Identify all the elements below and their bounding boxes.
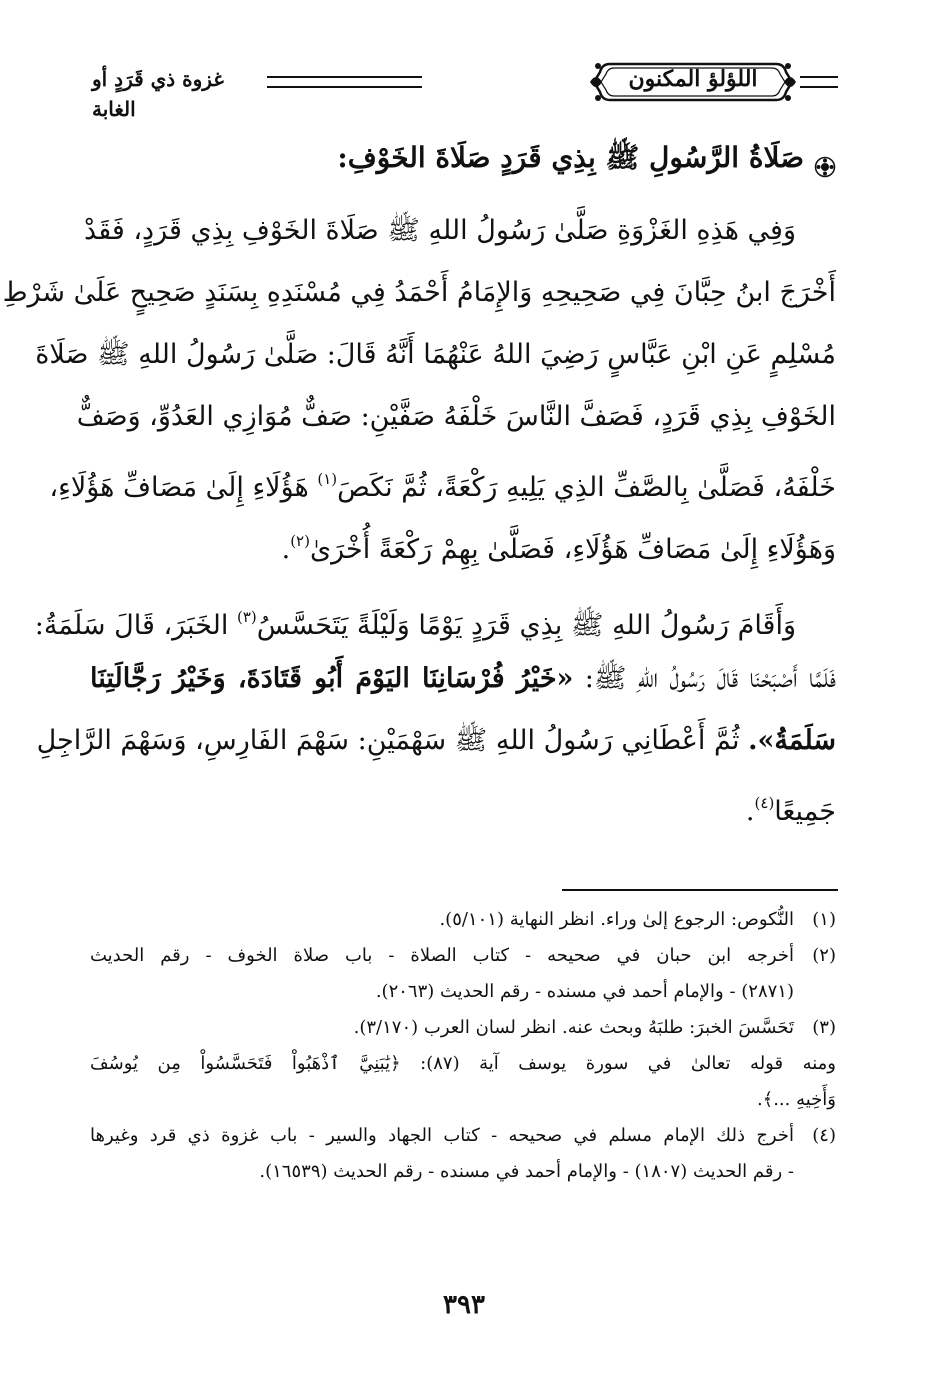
header-ornament-frame xyxy=(588,58,798,106)
text-segment: وَأَقَامَ رَسُولُ اللهِ ﷺ بِذِي قَرَدٍ يَوْمًا وَلَيْلَةً يَتَحَسَّسُ xyxy=(256,610,796,641)
section-heading xyxy=(90,138,836,178)
footnote-line: أخرجه ابن حبان في صحيحه - كتاب الصلاة - باب صلاة الخوف - رقم الحديث xyxy=(90,945,794,966)
text-line xyxy=(49,448,836,510)
text-segment: الخَبَرَ، قَالَ سَلَمَةُ: xyxy=(34,610,229,641)
footnotes xyxy=(90,902,836,1190)
text-line xyxy=(90,648,836,710)
text-segment: هَؤُلَاءِ إِلَىٰ مَصَافِّ هَؤُلَاءِ، xyxy=(49,472,309,503)
footnote-4 xyxy=(90,1118,836,1190)
footnote-2 xyxy=(90,938,836,1010)
footnote-line: أخرج ذلك الإمام مسلم في صحيحه - كتاب الجهاد والسير - باب غزوة ذي قرد وغيرها xyxy=(90,1125,794,1146)
flower-ornament-icon xyxy=(814,149,836,171)
footnote-line: تَحَسَّسَ الخبرَ: طلبَهُ وبحث عنه. انظر لسان العرب (٣/١٧٠). xyxy=(353,1017,794,1038)
header-rule-right xyxy=(800,76,838,88)
text-line xyxy=(90,510,836,572)
text-line xyxy=(36,710,836,772)
footnote-number: (٣) xyxy=(812,1017,836,1038)
page-number: ٣٩٣ xyxy=(443,1290,485,1320)
footnote-1 xyxy=(90,902,836,938)
footnote-ref: (١) xyxy=(317,470,338,488)
footnote-ref: (٤) xyxy=(754,794,775,812)
footnote-number: (١) xyxy=(812,909,836,930)
section-heading-text: صَلَاةُ الرَّسُولِ ﷺ بِذِي قَرَدٍ صَلَاةَ الخَوْفِ: xyxy=(337,141,804,174)
header-rule-left xyxy=(267,76,422,88)
text-segment: . xyxy=(281,534,291,565)
footnote-number: (٢) xyxy=(812,945,836,966)
footnote-number: (٤) xyxy=(812,1125,836,1146)
text-line: مُسْلِمٍ عَنِ ابْنِ عَبَّاسٍ رَضِيَ اللهُ عَنْهُمَا أَنَّهُ قَالَ: صَلَّىٰ رَسُولُ اللهِ ﷺ صَلَاةَ xyxy=(35,339,836,370)
text-segment: ثُمَّ أَعْطَانِي رَسُولُ اللهِ ﷺ سَهْمَيْنِ: سَهْمَ الفَارِسِ، وَسَهْمَ الرَّاجِلِ xyxy=(36,725,740,756)
text-line: وَفِي هَذِهِ الغَزْوَةِ صَلَّىٰ رَسُولُ اللهِ ﷺ صَلَاةَ الخَوْفِ بِذِي قَرَدٍ، فَقَدْ xyxy=(84,215,796,246)
text-segment: فَلَمَّا أَصْبَحْنَا قَالَ رَسُولُ اللهِ ﷺ: xyxy=(584,663,836,694)
footnote-ref: (٣) xyxy=(236,608,257,626)
footnote-separator xyxy=(562,889,838,891)
hadith-quote-end: سَلَمَةُ». xyxy=(748,725,836,756)
footnote-line: النُّكوص: الرجوع إلىٰ وراء. انظر النهاية (٥/١٠١). xyxy=(439,909,794,930)
paragraph-gap xyxy=(90,572,836,586)
footnote-line: (٢٨٧١) - والإمام أحمد في مسنده - رقم الحديث (٢٠٦٣). xyxy=(375,981,794,1002)
footnote-3-continuation xyxy=(90,1046,836,1118)
text-segment: خَلْفَهُ، فَصَلَّىٰ بِالصَّفِّ الذِي يَلِيهِ رَكْعَةً، ثُمَّ نَكَصَ xyxy=(337,472,836,503)
text-line: أَخْرَجَ ابنُ حِبَّانَ فِي صَحِيحِهِ وَالإِمَامُ أَحْمَدُ فِي مُسْنَدِهِ بِسَنَدٍ صَحِيحٍ عَلَىٰ شَرْطِ xyxy=(2,277,836,308)
footnote-line: وَأَخِيهِ ...﴾. xyxy=(756,1089,836,1110)
chapter-title: غزوة ذي قَرَدٍ أو الغابة xyxy=(92,67,224,121)
footnote-3 xyxy=(90,1010,836,1046)
running-header xyxy=(92,54,838,121)
text-line: الخَوْفِ بِذِي قَرَدٍ، فَصَفَّ النَّاسَ خَلْفَهُ صَفَّيْنِ: صَفٌّ مُوَازِي العَدُوِّ، وَصَفٌّ xyxy=(76,401,836,432)
text-line xyxy=(90,772,836,834)
book-title: اللؤلؤ المكنون xyxy=(628,66,758,92)
text-segment: . xyxy=(745,796,755,827)
hadith-quote: «خَيْرُ فُرْسَانِنَا اليَوْمَ أَبُو قَتَادَةَ، وَخَيْرُ رَجَّالَتِنَا xyxy=(90,663,574,694)
text-segment: وَهَؤُلَاءِ إِلَىٰ مَصَافِّ هَؤُلَاءِ، فَصَلَّىٰ بِهِمْ رَكْعَةً أُخْرَىٰ xyxy=(309,534,836,565)
main-text xyxy=(2,200,836,834)
text-segment: جَمِيعًا xyxy=(774,796,836,827)
footnote-line: ومنه قوله تعالىٰ في سورة يوسف آية (٨٧): ﴿يَٰبَنِيَّ ٱذْهَبُواْ فَتَحَسَّسُواْ مِن يُوسُفَ xyxy=(90,1053,836,1074)
text-line xyxy=(34,586,836,648)
footnote-ref: (٢) xyxy=(290,532,310,550)
footnote-line: - رقم الحديث (١٨٠٧) - والإمام أحمد في مسنده - رقم الحديث (١٦٥٣٩). xyxy=(259,1161,794,1182)
